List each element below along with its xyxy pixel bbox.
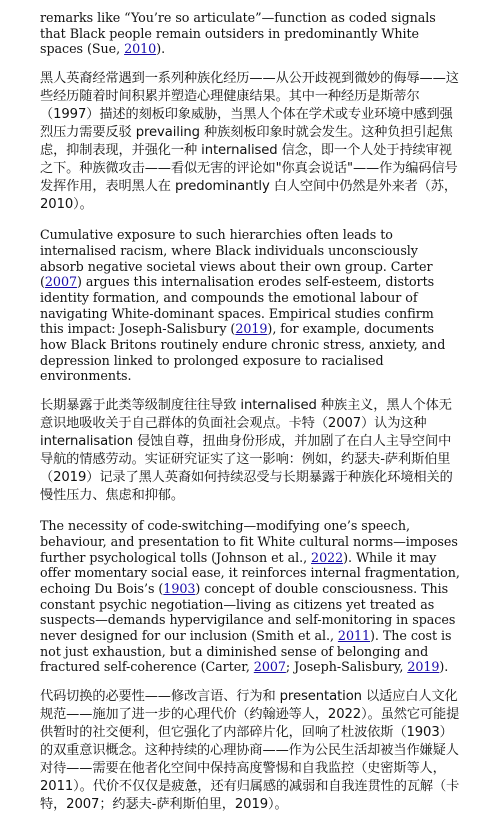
citation-year-link[interactable]: 2011 (337, 628, 371, 644)
english-paragraph (40, 10, 460, 57)
citation-year-link[interactable]: 2019 (235, 321, 268, 337)
chinese-paragraph (40, 70, 460, 214)
paragraph-text: ) argues this internalisation erodes self-esteem, distorts identity formation, and compounds the emotional labour of navigating White-dominant spaces. Empirical studies confirm this impact: Joseph-Salisbury ( (40, 274, 435, 337)
english-paragraph (40, 518, 460, 675)
paragraph-text: ) concept of double consciousness. This constant psychic negotiation—living as citizens yet treated as suspects—demands hypervigilance and self-monitoring in spaces never designed for our inclusion (Smith et al., (40, 580, 456, 644)
paragraph-text: 代码切换的必要性——修改言语、行为和 presentation 以适应白人文化规范——施加了进一步的心理代价（约翰逊等人，2022）。虽然它可能提供暂时的社交便利，但它强化了内部碎片化，回响了杜波依斯（1903）的双重意识概念。这种持续的心理协商——作为公民生活却被当作嫌疑人对待——需要在他者化空间中保持高度警惕和自我监控（史密斯等人，2011）。代价不仅仅是疲惫，还有归属感的减弱和自我连贯性的瓦解（卡特，2007；约瑟夫-萨利斯伯里，2019）。 (40, 689, 460, 813)
paragraph-text: ). (439, 659, 449, 675)
chinese-paragraph (40, 397, 460, 505)
paragraph-text: ). While it may offer momentary social ease, it reinforces internal fragmentation, echoing Du Bois’s ( (40, 549, 460, 596)
paragraph-text: ). (156, 41, 166, 57)
paragraph-text: 黑人英裔经常遇到一系列种族化经历——从公开歧视到微妙的侮辱——这些经历随着时间积累并塑造心理健康结果。其中一种经历是斯蒂尔（1997）描述的刻板印象威胁，当黑人个体在学术或专业环境中感到强烈压力需要反驳 prevailing 种族刻板印象时就会发生。这种负担引起焦虑，抑制表现，并强化一种 internalised 信念，即一个人处于持续审视之下。种族微攻击——看似无害的评论如"你真会说话"——作为编码信号发挥作用，表明黑人在 predominantly 白人空间中仍然是外来者（苏，2010）。 (40, 71, 459, 213)
paragraph-text: 长期暴露于此类等级制度往往导致 internalised 种族主义，黑人个体无意识地吸收关于自己群体的负面社会观点。卡特（2007）认为这种 internalisation 侵蚀自尊，扭曲身份形成，并加剧了在白人主导空间中导航的情感劳动。实证研究证实了这一影响：例如，约瑟夫-萨利斯伯里（2019）记录了黑人英裔如何持续忍受与长期暴露于种族化环境相关的慢性压力、焦虑和抑郁。 (40, 398, 453, 504)
citation-year-link[interactable]: 2022 (311, 549, 344, 565)
citation-year-link[interactable]: 2007 (44, 274, 77, 290)
paragraph-text: ), for example, documents how Black Britons routinely endure chronic stress, anxiety, and depression linked to prolonged exposure to racialised environments. (40, 321, 446, 384)
paragraph-text: Cumulative exposure to such hierarchies often leads to internalised racism, where Black individuals unconsciously absorb negative societal views about their own group. Carter ( (40, 227, 433, 290)
paragraph-text: remarks like “You’re so articulate”—function as coded signals that Black people remain outsiders in predominantly White spaces (Sue, (40, 10, 436, 57)
english-paragraph (40, 227, 460, 384)
citation-year-link[interactable]: 2007 (253, 659, 286, 675)
citation-year-link[interactable]: 2019 (407, 659, 440, 675)
citation-year-link[interactable]: 1903 (163, 580, 196, 596)
paragraph-text: ; Joseph-Salisbury, (285, 659, 408, 675)
chinese-paragraph (40, 688, 460, 814)
paragraph-text: ). The cost is not just exhaustion, but a diminished sense of belonging and fractured self-coherence (Carter, (40, 628, 452, 675)
paragraph-text: The necessity of code-switching—modifying one’s speech, behaviour, and presentation to fit White cultural norms—imposes further psychological tolls (Johnson et al., (40, 518, 458, 565)
citation-year-link[interactable]: 2010 (124, 41, 157, 57)
